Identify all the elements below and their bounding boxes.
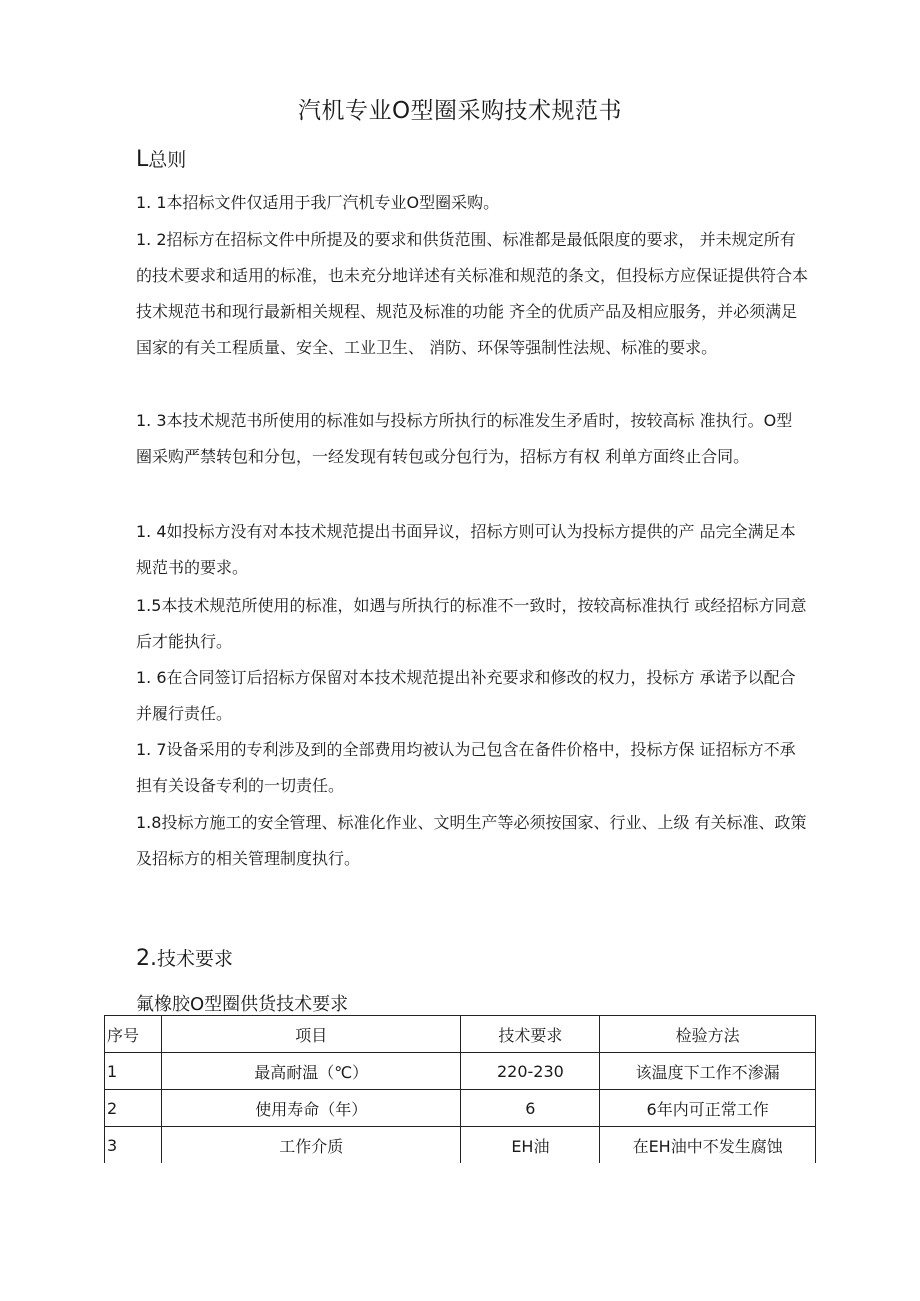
section-2-number: 2. — [136, 946, 157, 971]
paragraph-1-1: 1. 1本招标文件仅适用于我厂汽机专业O型圈采购。 — [136, 193, 500, 212]
table-cell-index: 2 — [105, 1090, 162, 1127]
paragraph-1-8: 1.8投标方施工的安全管理、标准化作业、文明生产等必须按国家、行业、上级 有关标准、政策及招标方的相关管理制度执行。 — [136, 813, 807, 868]
table-header-row — [105, 1016, 816, 1053]
paragraph-1-5: 1.5本技术规范所使用的标准，如遇与所执行的标准不一致时，按较高标准执行 或经招标方同意后才能执行。 — [136, 596, 807, 651]
section-1-heading — [136, 145, 186, 172]
table-row — [105, 1127, 816, 1164]
table-cell-requirement: 6 — [461, 1090, 600, 1127]
table-cell-method: 在EH油中不发生腐蚀 — [600, 1127, 816, 1164]
paragraph-1-2: 1. 2招标方在招标文件中所提及的要求和供货范围、标准都是最低限度的要求， 并未规定所有的技术要求和适用的标准，也未充分地详述有关标准和规范的条文，但投标方应保证提供符合本技术规范书和现行最新相关规程、规范及标准的功能 齐全的优质产品及相应服务，并必须满足国家的有关工程质量、安全、工业卫生、 消防、环保等强制性法规、标准的要求。 — [136, 230, 809, 357]
table-cell-index: 1 — [105, 1053, 162, 1090]
spec-table — [104, 1015, 816, 1163]
section-1-number: L — [136, 147, 149, 172]
table-cell-method: 6年内可正常工作 — [600, 1090, 816, 1127]
table-cell-method: 该温度下工作不渗漏 — [600, 1053, 816, 1090]
section-2-heading — [136, 944, 233, 971]
paragraph-1-3: 1. 3本技术规范书所使用的标准如与投标方所执行的标准发生矛盾时，按较高标 准执行。O型圈采购严禁转包和分包，一经发现有转包或分包行为，招标方有权 利单方面终止合同。 — [136, 411, 793, 466]
table-header-method: 检验方法 — [600, 1016, 816, 1053]
section-2-title: 技术要求 — [157, 948, 234, 970]
table-cell-item: 使用寿命（年） — [161, 1090, 461, 1127]
table-caption: 氟橡胶O型圈供货技术要求 — [136, 994, 349, 1015]
paragraph-1-6: 1. 6在合同签订后招标方保留对本技术规范提出补充要求和修改的权力，投标方 承诺予以配合并履行责任。 — [136, 668, 796, 723]
document-title: 汽机专业O型圈采购技术规范书 — [297, 98, 623, 124]
table-cell-index: 3 — [105, 1127, 162, 1164]
table-cell-requirement: EH油 — [461, 1127, 600, 1164]
paragraph-1-4: 1. 4如投标方没有对本技术规范提出书面异议，招标方则可认为投标方提供的产 品完全满足本规范书的要求。 — [136, 522, 796, 577]
table-header-item: 项目 — [161, 1016, 461, 1053]
table-header-requirement: 技术要求 — [461, 1016, 600, 1053]
paragraph-1-7: 1. 7设备采用的专利涉及到的全部费用均被认为己包含在备件价格中，投标方保 证招标方不承担有关设备专利的一切责任。 — [136, 740, 796, 795]
section-1-title: 总则 — [148, 149, 187, 171]
table-row — [105, 1090, 816, 1127]
table-row — [105, 1053, 816, 1090]
table-cell-item: 工作介质 — [161, 1127, 461, 1164]
table-header-index: 序号 — [105, 1016, 162, 1053]
table-cell-item: 最高耐温（℃） — [161, 1053, 461, 1090]
table-cell-requirement: 220-230 — [461, 1053, 600, 1090]
